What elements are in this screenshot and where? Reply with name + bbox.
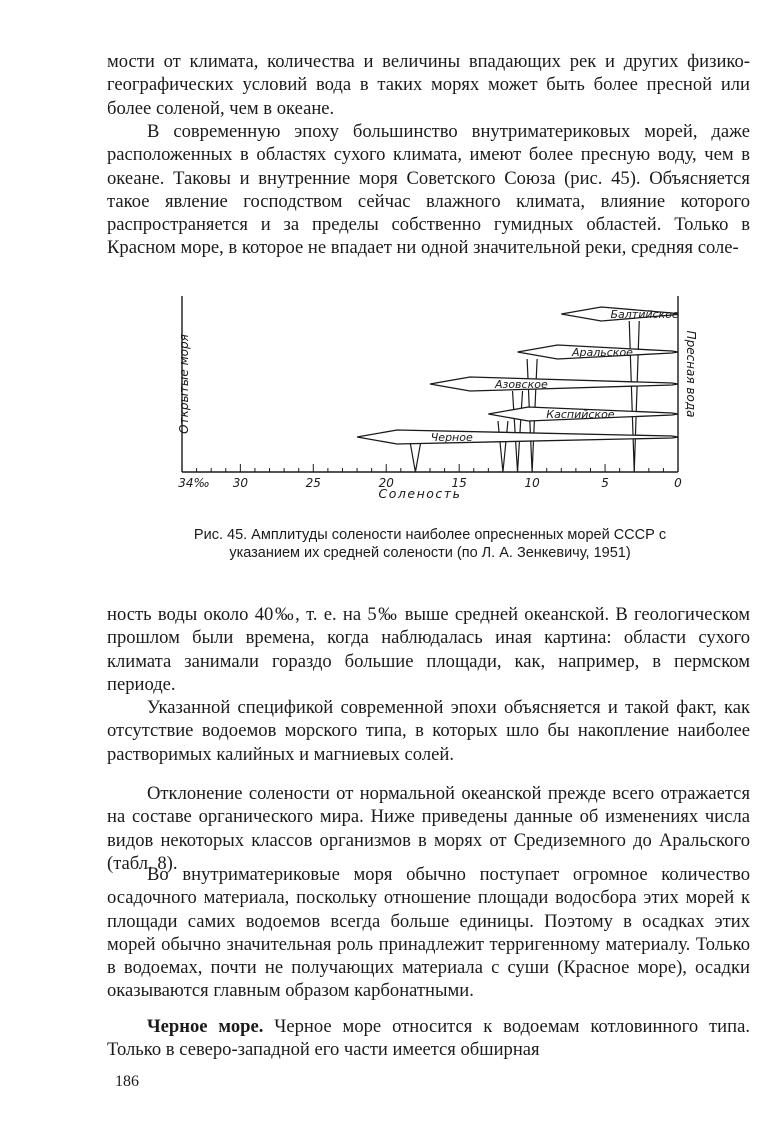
x-tick-label: 5: [601, 476, 609, 490]
x-axis-title: Соленость: [378, 486, 462, 501]
mean-salinity-marker: [513, 391, 523, 472]
section-heading-black-sea: Черное море.: [147, 1016, 264, 1037]
salinity-range-band: [357, 430, 678, 444]
sea-name-label: Каспийское: [546, 408, 615, 421]
sea-ranges: [357, 307, 679, 472]
left-axis-label: Открытые моря: [177, 334, 191, 434]
x-tick-label: 15: [451, 476, 467, 490]
x-tick-label: 0: [674, 476, 682, 490]
x-tick-label: 25: [305, 476, 321, 490]
paragraph-4: Указанной спецификой современной эпохи объясняется и такой факт, как отсутствие водоемов морского типа, в которых шло бы накопление наиболее растворимых калийных и магниевых солей.: [107, 697, 750, 765]
right-axis-label: Пресная вода: [684, 330, 698, 418]
sea-name-label: Черное: [430, 431, 473, 444]
paragraph-6: Во внутриматериковые моря обычно поступает огромное количество осадочного материала, поскольку отношение площади водосбора этих морей к площади самих водоемов всегда больше единицы. Поэтому в осадках этих морей обычно значительная роль принадлежит терригенному материалу. Только в водоемах, почти не получающих материала с суши (Красное море), осадки оказываются главным образом карбонатными.: [107, 864, 750, 1002]
salinity-figure: [160, 284, 700, 514]
paragraph-1: мости от климата, количества и величины впадающих рек и других физико-географических условий вода в таких морях может быть более пресной или более соленой, чем в океане.: [107, 51, 750, 119]
page-number: 186: [115, 1073, 139, 1090]
paragraph-2: В современную эпоху большинство внутриматериковых морей, даже расположенных в областях сухого климата, имеют более пресную воду, чем в океане. Таковы и внутренние моря Советского Союза (рис. 45). Объясняется такое явление господством сейчас влажного климата, влияние которого распространяется и за пределы собственно гумидных областей. Только в Красном море, в которое не впадает ни одной значительной реки, средняя соле-: [107, 121, 750, 259]
sea-name-label: Балтийское: [610, 308, 679, 321]
x-tick-label: 34‰: [178, 476, 210, 490]
mean-salinity-marker: [629, 321, 639, 472]
sea-name-label: Азовское: [494, 378, 548, 391]
x-axis-ticks: [182, 464, 678, 472]
sea-range-shape: [430, 377, 678, 472]
x-tick-label: 10: [524, 476, 540, 490]
paragraph-5: Отклонение солености от нормальной океанской прежде всего отражается на составе органического мира. Ниже приведены данные об изменениях числа видов некоторых классов организмов в морях от Средиземного до Аральского (табл. 8).: [107, 783, 750, 874]
x-tick-label: 30: [232, 476, 248, 490]
mean-salinity-marker: [498, 421, 508, 472]
salinity-chart: [160, 284, 700, 514]
paragraph-7: [107, 1015, 750, 1062]
figure-caption: Рис. 45. Амплитуды солености наиболее опресненных морей СССР с указанием их средней солености (по Л. А. Зенкевичу, 1951): [193, 527, 667, 561]
paragraph-7-text: Черное море относится к водоемам котловинного типа. Только в северо-западной его части имеется обширная: [107, 1016, 750, 1061]
sea-range-shape: [561, 307, 679, 472]
paragraph-3: ность воды около 40‰, т. е. на 5‰ выше средней океанской. В геологическом прошлом были времена, когда наблюдалась иная картина: области сухого климата занимали гораздо большие площади, как, например, в пермском периоде.: [107, 604, 750, 695]
x-tick-label: 20: [378, 476, 394, 490]
mean-salinity-marker: [410, 444, 420, 472]
sea-name-label: Аральское: [571, 346, 633, 359]
salinity-range-band: [430, 377, 678, 391]
